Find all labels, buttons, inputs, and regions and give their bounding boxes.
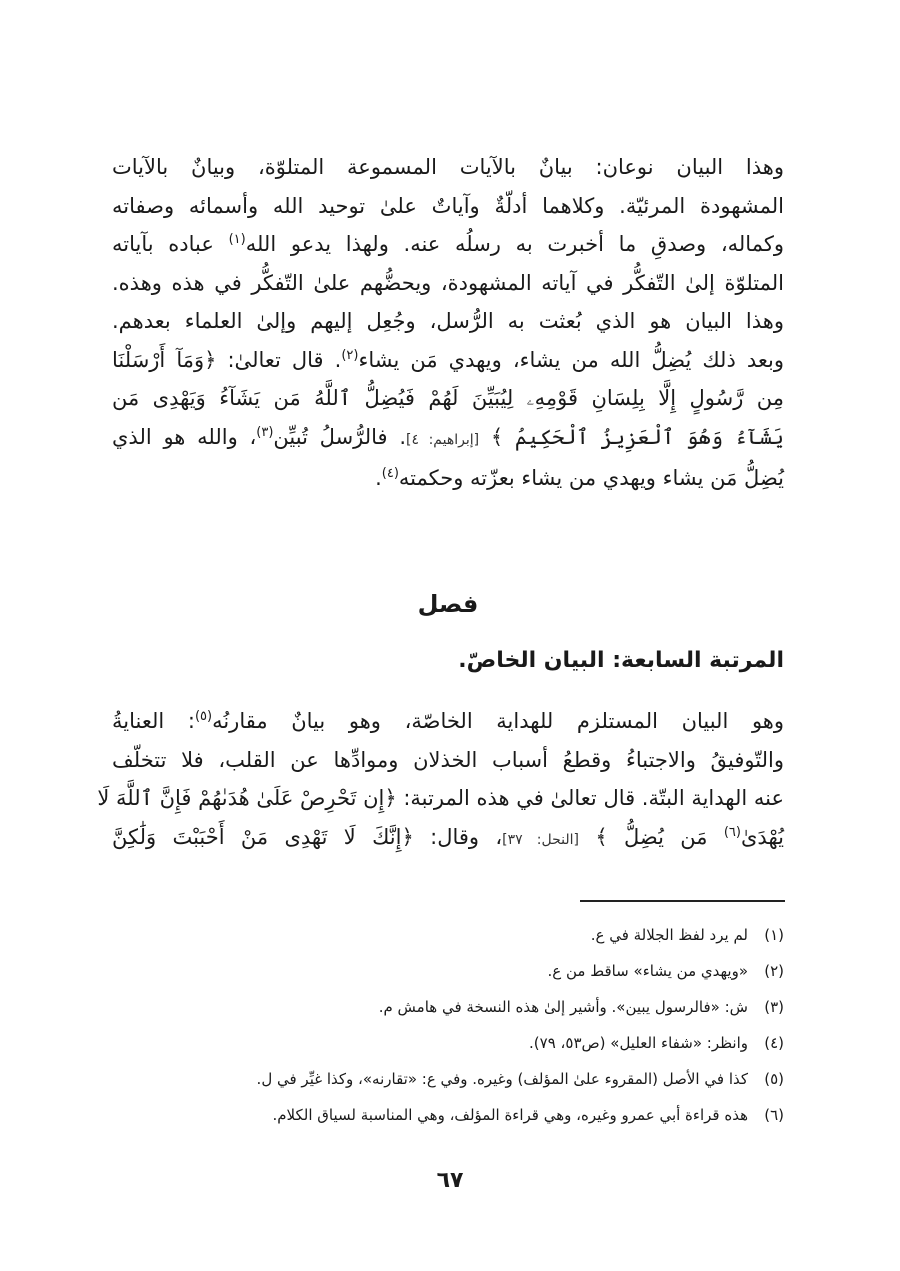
footnote-item	[112, 1061, 784, 1097]
text-run: عنه الهداية البتّة. قال تعالىٰ في هذه المرتبة:	[403, 786, 784, 810]
text-run: ، وقال:	[430, 824, 503, 849]
text-line	[112, 459, 784, 498]
footnote-text: كذا في الأصل (المقروء علىٰ المؤلف) وغيره. وفي ع: «تقارنه»، وكذا غيِّر في ل.	[256, 1070, 748, 1088]
quran-close-bracket: ﴾	[490, 424, 504, 449]
text-line: والتّوفيقُ والاجتباءُ وقطعُ أسباب الخذلان وموادِّها عن القلب، فلا تتخلّف	[112, 747, 784, 772]
text-run: يُضِلُّ مَن يشاء ويهدي من يشاء بعزّته وحكمته	[398, 466, 784, 490]
quran-quote-start: ﴿وَمَآ أَرْسَلْنَا	[112, 347, 217, 372]
footnote-ref-2[interactable]: (٢)	[341, 347, 359, 363]
text-run: ، والله هو الذي	[112, 424, 257, 449]
paragraph-bayan-types	[112, 148, 784, 498]
footnote-divider	[580, 900, 785, 902]
text-line	[112, 418, 784, 460]
quran-quote-line: مِن رَّسُولٍ إِلَّا بِلِسَانِ قَوْمِهِۦ لِيُبَيِّنَ لَهُمْ فَيُضِلُّ ٱللَّهُ مَن يَشَآءُ وَيَهْدِى مَن	[112, 386, 784, 410]
quran-quote-end: مَن يُضِلُّ ﴾	[595, 824, 708, 849]
footnote-text: ش: «فالرسول يبين». وأشير إلىٰ هذه النسخة في هامش م.	[378, 998, 748, 1016]
text-line	[97, 779, 784, 818]
footnote-item	[112, 917, 784, 953]
text-line: وهذا البيان نوعان: بيانٌ بالآيات المسموعة المتلوّة، وبيانٌ بالآيات	[112, 155, 784, 179]
footnotes	[112, 917, 784, 1133]
text-line	[112, 702, 784, 741]
footnote-ref-4[interactable]: (٤)	[381, 466, 399, 481]
text-line	[112, 341, 784, 380]
footnote-item	[112, 1025, 784, 1061]
text-run: وهو البيان المستلزم للهداية الخاصّة، وهو بيانٌ مقارنُه	[212, 709, 785, 733]
text-run: . فالرُّسلُ تُبيِّن	[273, 424, 407, 449]
footnote-ref-1[interactable]: (١)	[228, 232, 246, 247]
footnote-number: (٣)	[764, 998, 784, 1016]
text-line: المتلوّة إلىٰ التّفكُّر في آياته المشهودة، ويحضُّهم علىٰ التّفكُّر في هذه وهذه.	[112, 270, 784, 295]
text-run: وكماله، وصدقِ ما أخبرت به رسلُه عنه. ولهذا يدعو الله	[245, 232, 784, 256]
text-run: : العنايةُ	[112, 709, 195, 733]
footnote-ref-5[interactable]: (٥)	[194, 709, 213, 724]
footnote-number: (٤)	[764, 1034, 784, 1052]
footnote-item	[112, 989, 784, 1025]
footnote-item	[112, 953, 784, 989]
footnote-number: (١)	[764, 926, 784, 944]
quran-quote: ﴿إِنَّكَ لَا تَهْدِى مَنْ أَحْبَبْتَ وَلَٰكِنَّ	[112, 824, 414, 849]
surah-reference: [النحل: ٣٧]	[502, 831, 579, 848]
text-run: عباده بآياته	[112, 232, 214, 256]
footnote-item	[112, 1097, 784, 1133]
footnote-ref-6[interactable]: (٦)	[723, 824, 741, 840]
quran-quote-cont: يُهْدَىٰ	[740, 824, 784, 849]
footnote-text: «ويهدي من يشاء» ساقط من ع.	[547, 962, 748, 980]
footnote-ref-3[interactable]: (٣)	[256, 424, 274, 440]
footnote-number: (٦)	[764, 1106, 784, 1124]
text-line	[112, 818, 784, 860]
footnote-text: لم يرد لفظ الجلالة في ع.	[590, 926, 748, 944]
footnote-text: وانظر: «شفاء العليل» (ص٥٣، ٧٩).	[529, 1034, 748, 1052]
footnote-text: هذه قراءة أبي عمرو وغيره، وهي قراءة المؤلف، وهي المناسبة لسياق الكلام.	[272, 1106, 748, 1124]
text-run: .	[375, 466, 382, 490]
text-line	[112, 225, 784, 264]
text-run: . قال تعالىٰ:	[227, 347, 342, 372]
quran-quote: ﴿إِن تَحْرِصْ عَلَىٰ هُدَىٰهُمْ فَإِنَّ ٱللَّهَ لَا	[97, 786, 397, 810]
text-line: وهذا البيان هو الذي بُعثت به الرُّسل، وجُعِل إليهم وإلىٰ العلماء بعدهم.	[112, 309, 784, 333]
paragraph-special-bayan	[97, 702, 785, 859]
text-run: وبعد ذلك يُضِلُّ الله من يشاء، ويهدي مَن يشاء	[358, 347, 784, 372]
subsection-heading: المرتبة السابعة: البيان الخاصّ.	[458, 648, 784, 673]
page-number: ٦٧	[436, 1168, 464, 1193]
section-heading-fasl: فصل	[417, 590, 479, 618]
text-line: المشهودة المرئيّة. وكلاهما أدلّةٌ وآياتٌ علىٰ توحيد الله وأسمائه وصفاته	[112, 193, 784, 218]
quran-quote-end: يَشَآءُ وَهُوَ ٱلْعَزِيزُ ٱلْحَكِيمُ	[514, 424, 784, 449]
footnote-number: (٥)	[764, 1070, 784, 1088]
footnote-number: (٢)	[764, 962, 784, 980]
surah-reference: [إبراهيم: ٤]	[406, 431, 480, 448]
